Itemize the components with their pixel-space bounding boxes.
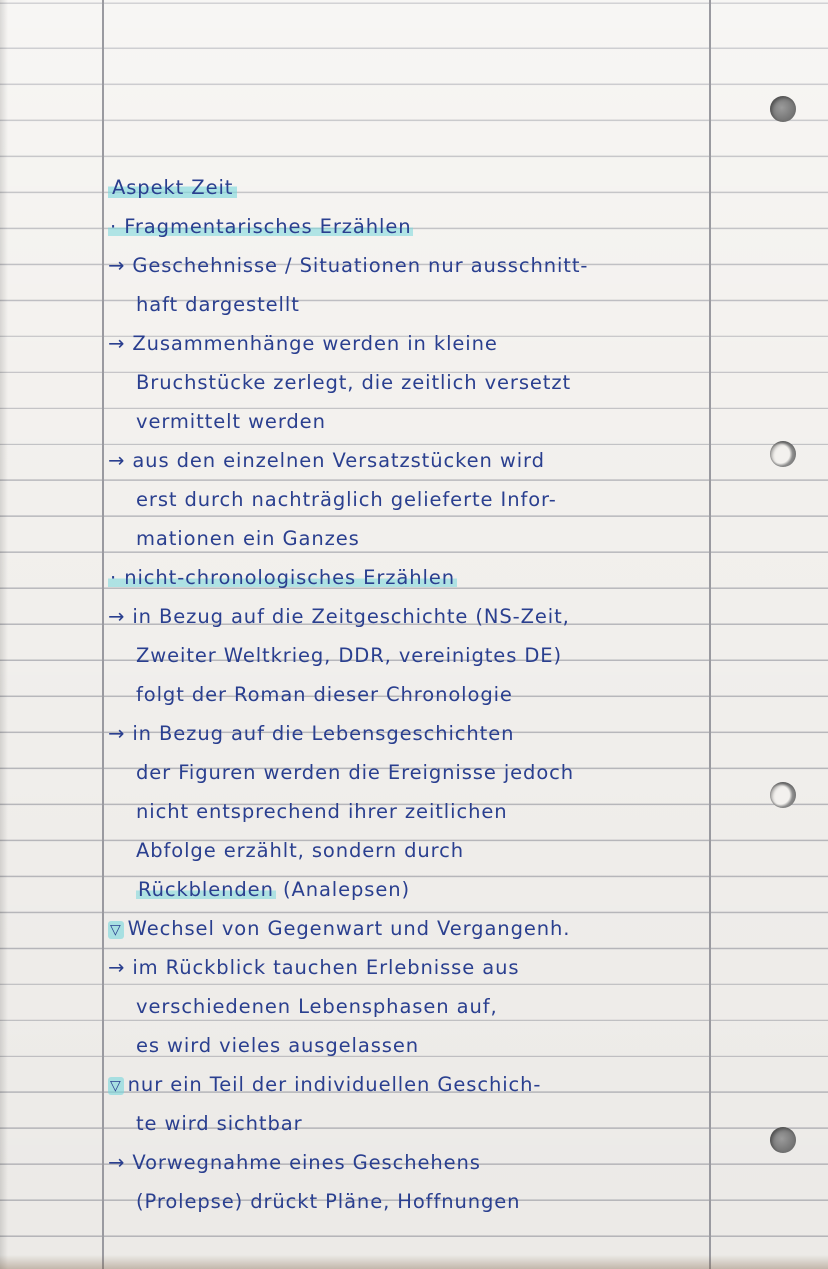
note-line: verschiedenen Lebensphasen auf, (136, 995, 498, 1018)
punch-hole (770, 441, 796, 467)
note-line: es wird vieles ausgelassen (136, 1034, 419, 1057)
note-line: te wird sichtbar (136, 1112, 303, 1135)
page-bottom-shadow (0, 1255, 828, 1269)
note-line: (Prolepse) drückt Pläne, Hoffnungen (136, 1190, 521, 1213)
note-line: erst durch nachträglich gelieferte Infor- (136, 488, 557, 511)
punch-hole (770, 96, 796, 122)
note-text: Wechsel von Gegenwart und Vergangenh. (127, 917, 571, 940)
bullet-fragmentarisch: · Fragmentarisches Erzählen (110, 215, 412, 238)
punch-hole (770, 782, 796, 808)
note-line (108, 911, 570, 947)
left-margin-line (102, 0, 104, 1269)
note-line: folgt der Roman dieser Chronologie (136, 683, 513, 706)
note-line: → Geschehnisse / Situationen nur ausschnitt- (108, 254, 589, 277)
note-line (108, 209, 413, 245)
note-line: → aus den einzelnen Versatzstücken wird (108, 449, 545, 472)
note-line: → Zusammenhänge werden in kleine (108, 332, 498, 355)
punch-hole (770, 1127, 796, 1153)
term-analepsen: (Analepsen) (275, 878, 411, 901)
note-line (108, 560, 457, 596)
note-line: nicht entsprechend ihrer zeitlichen (136, 800, 508, 823)
note-line: → im Rückblick tauchen Erlebnisse aus (108, 956, 520, 979)
note-line: Zweiter Weltkrieg, DDR, vereinigtes DE) (136, 644, 562, 667)
right-margin-line (709, 0, 711, 1269)
note-line: → Vorwegnahme eines Geschehens (108, 1151, 481, 1174)
note-line: haft dargestellt (136, 293, 300, 316)
triangle-marker-icon: ▽ (110, 921, 122, 938)
note-text: nur ein Teil der individuellen Geschich- (127, 1073, 542, 1096)
note-line: → in Bezug auf die Zeitgeschichte (NS-Zeit, (108, 605, 570, 628)
note-line: der Figuren werden die Ereignisse jedoch (136, 761, 575, 784)
note-line: vermittelt werden (136, 410, 326, 433)
bullet-nicht-chronologisch: · nicht-chronologisches Erzählen (110, 566, 456, 589)
triangle-marker-icon: ▽ (110, 1077, 122, 1094)
note-line (108, 1067, 541, 1103)
note-line: → in Bezug auf die Lebensgeschichten (108, 722, 515, 745)
page-edge-shadow (0, 0, 8, 1269)
note-line: mationen ein Ganzes (136, 527, 360, 550)
note-line: Abfolge erzählt, sondern durch (136, 839, 464, 862)
notes-heading (108, 170, 237, 206)
heading-text: Aspekt Zeit (108, 176, 237, 199)
note-line: Bruchstücke zerlegt, die zeitlich versetzt (136, 371, 572, 394)
note-line (136, 872, 410, 908)
term-rueckblenden: Rückblenden (138, 878, 274, 901)
